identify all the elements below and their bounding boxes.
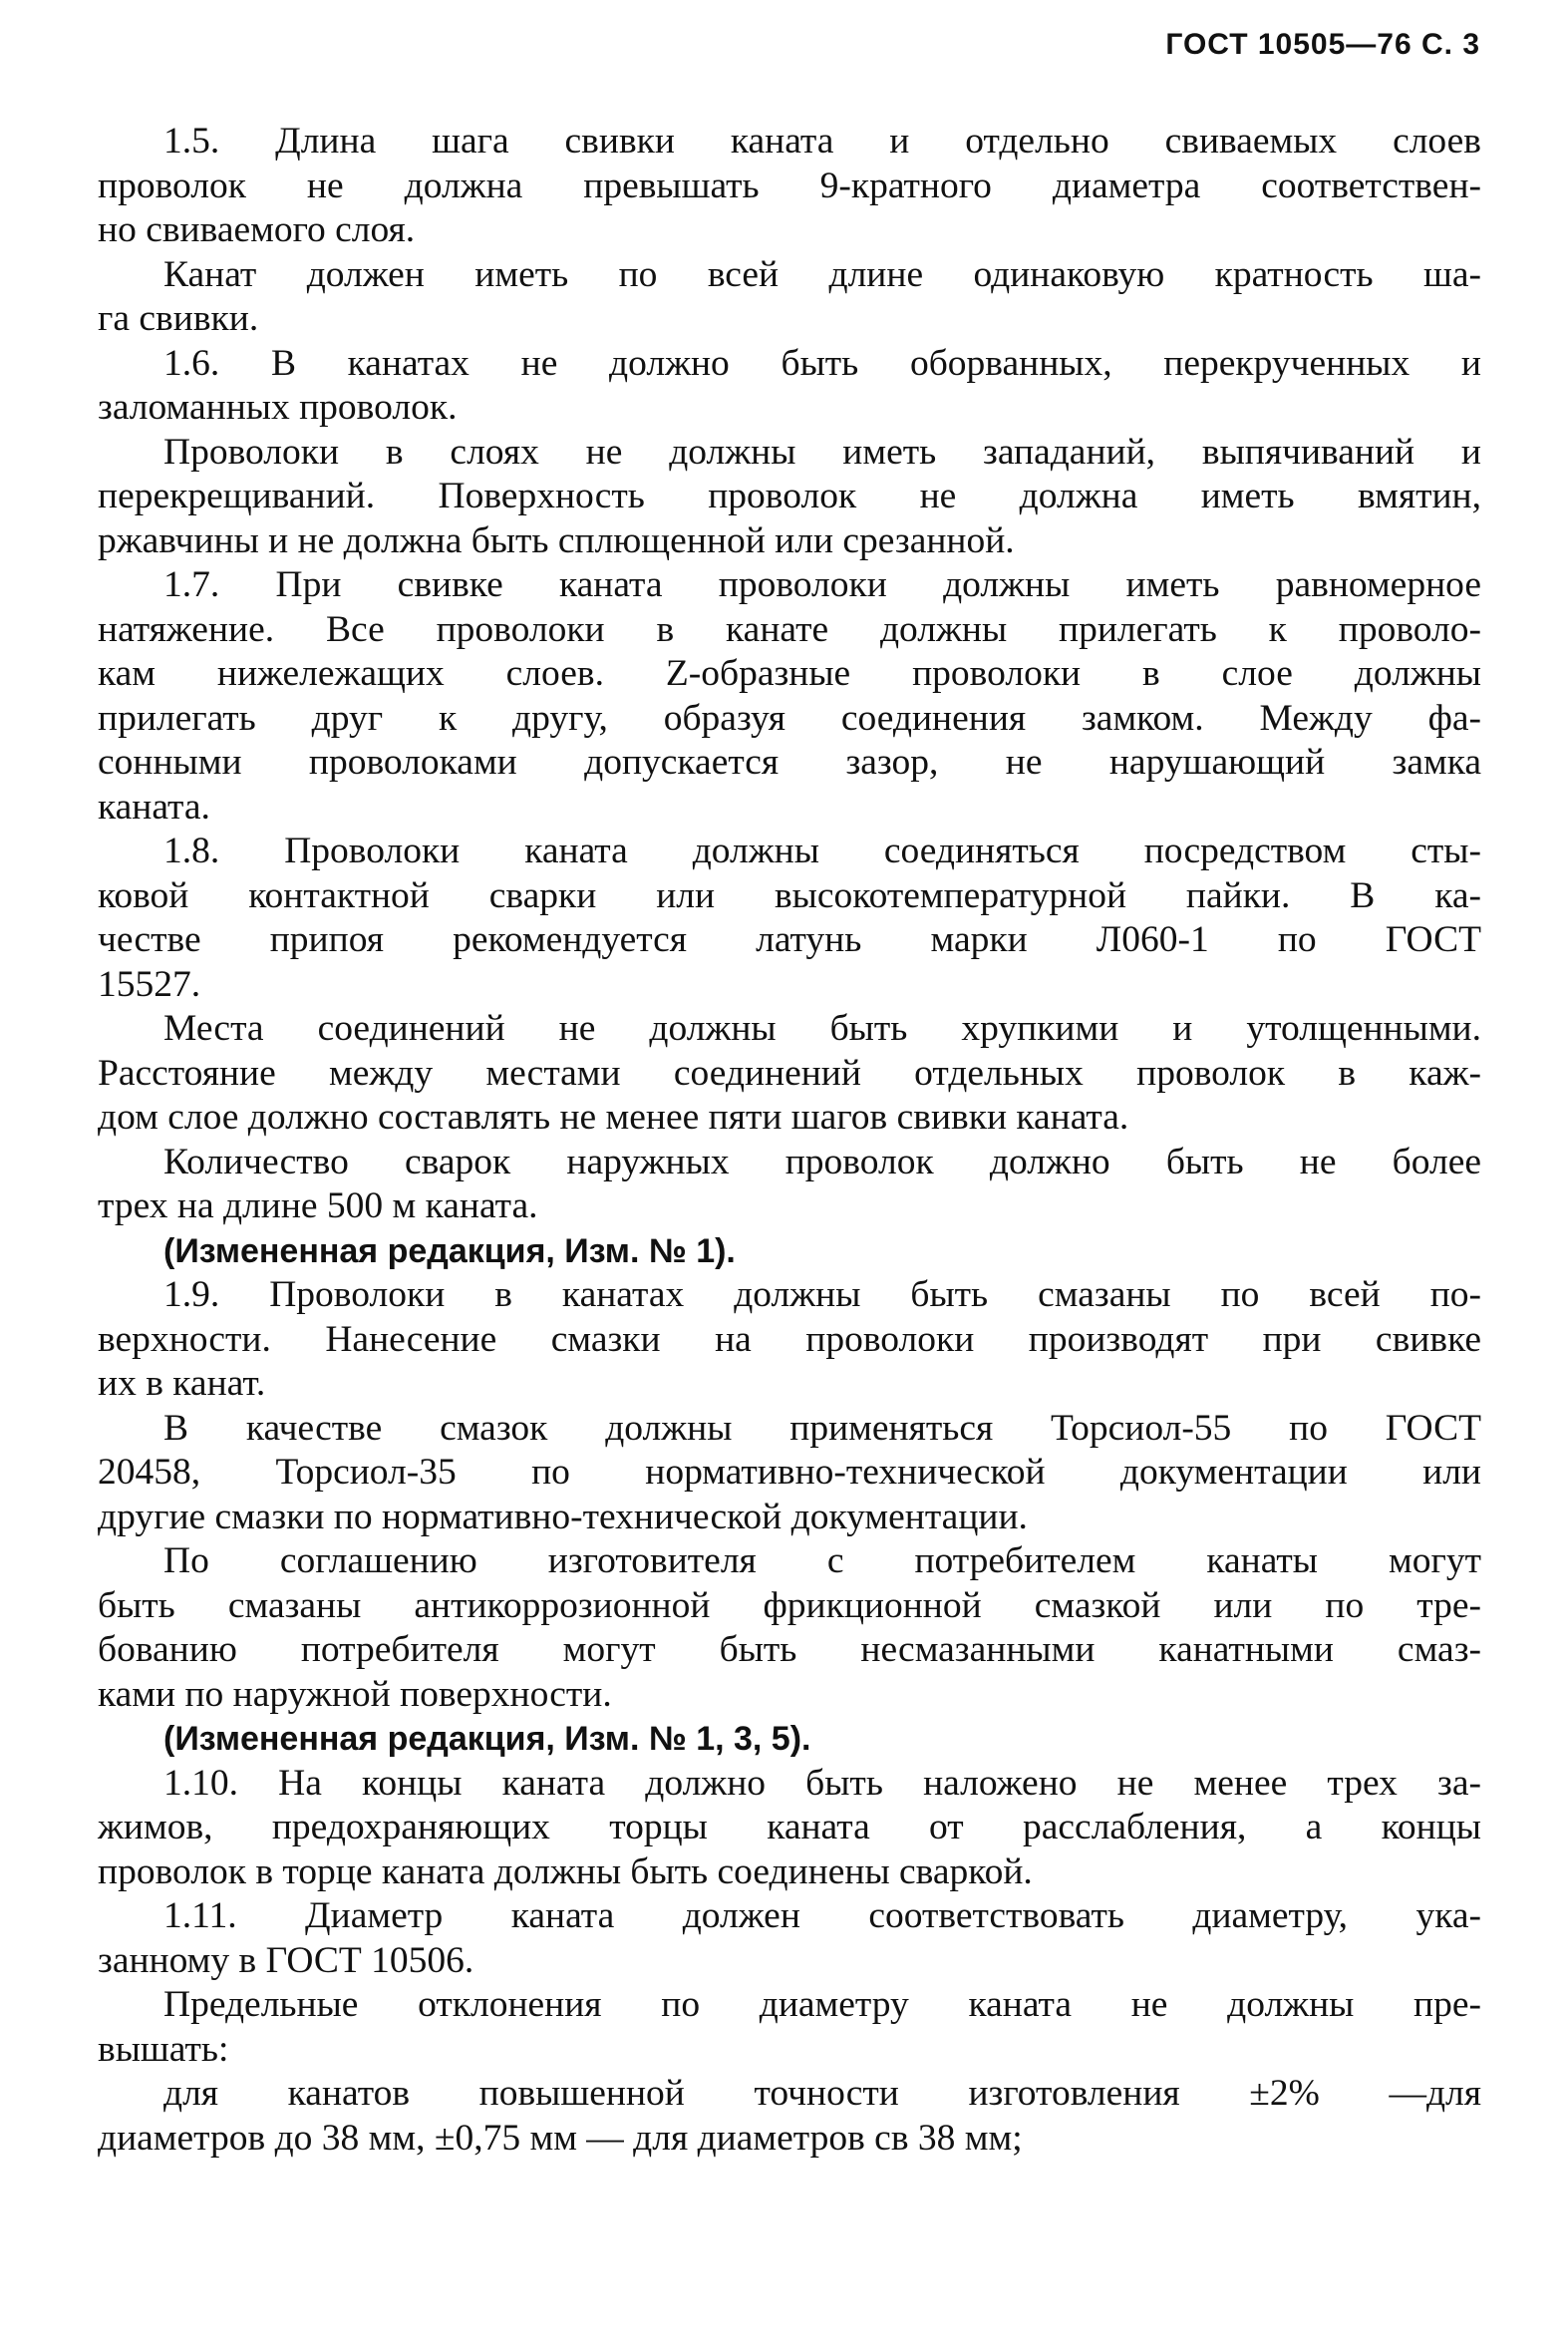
text-line: 15527.: [98, 963, 201, 1005]
paragraph: [98, 1407, 1481, 1540]
paragraph: [98, 1983, 1481, 2072]
text-line: проволок не должна превышать 9-кратного диаметра соответствен-: [98, 165, 1481, 206]
text-line: прилегать друг к другу, образуя соединения замком. Между фа-: [98, 697, 1481, 739]
text-line: Предельные отклонения по диаметру каната не должны пре-: [163, 1984, 1481, 2025]
text-line: верхности. Нанесение смазки на проволоки производят при свивке: [98, 1318, 1481, 1360]
text-line: занному в ГОСТ 10506.: [98, 1939, 474, 1981]
paragraph: [98, 253, 1481, 342]
text-line: ржавчины и не должна быть сплющенной или срезанной.: [98, 519, 1015, 561]
paragraph: [98, 1762, 1481, 1895]
text-line: Количество сварок наружных проволок должно быть не более: [163, 1141, 1481, 1182]
text-line: 1.11. Диаметр каната должен соответствовать диаметру, ука-: [163, 1895, 1481, 1936]
text-line: (Измененная редакция, Изм. № 1).: [163, 1231, 736, 1270]
paragraph: [98, 830, 1481, 1007]
text-line: но свиваемого слоя.: [98, 209, 416, 250]
amendment-note: [98, 1717, 1481, 1762]
text-line: 1.8. Проволоки каната должны соединяться посредством сты-: [163, 831, 1481, 871]
text-line: 1.6. В канатах не должно быть оборванных, перекрученных и: [163, 342, 1481, 384]
text-line: перекрещиваний. Поверхность проволок не должна иметь вмятин,: [98, 476, 1481, 516]
text-line: диаметров до 38 мм, ±0,75 мм — для диаметров св 38 мм;: [98, 2117, 1023, 2159]
text-line: быть смазаны антикоррозионной фрикционной смазкой или по тре-: [98, 1584, 1481, 1626]
text-line: 1.9. Проволоки в канатах должны быть смазаны по всей по-: [163, 1274, 1481, 1315]
text-line: По соглашению изготовителя с потребителем канаты могут: [163, 1540, 1481, 1581]
page-header: ГОСТ 10505—76 С. 3: [1165, 28, 1480, 61]
text-line: честве припоя рекомендуется латунь марки Л060-1 по ГОСТ: [98, 919, 1481, 960]
text-line: сонными проволоками допускается зазор, не нарушающий замка: [98, 742, 1481, 783]
paragraph: [98, 120, 1481, 253]
text-line: ками по наружной поверхности.: [98, 1673, 612, 1715]
text-line: заломанных проволок.: [98, 387, 458, 428]
text-line: дом слое должно составлять не менее пяти шагов свивки каната.: [98, 1097, 1129, 1138]
paragraph: [98, 563, 1481, 830]
paragraph: [98, 431, 1481, 564]
text-line: жимов, предохраняющих торцы каната от расслабления, а концы: [98, 1807, 1481, 1847]
text-line: Проволоки в слоях не должны иметь западаний, выпячиваний и: [163, 431, 1481, 473]
paragraph: [98, 1007, 1481, 1141]
text-line: проволок в торце каната должны быть соединены сваркой.: [98, 1850, 1033, 1892]
paragraph: [98, 342, 1481, 431]
text-line: для канатов повышенной точности изготовления ±2% —для: [163, 2073, 1481, 2114]
paragraph: [98, 1273, 1481, 1407]
text-line: каната.: [98, 786, 210, 828]
text-line: В качестве смазок должны применяться Торсиол-55 по ГОСТ: [163, 1407, 1481, 1449]
text-line: вышать:: [98, 2028, 229, 2070]
text-line: бованию потребителя могут быть несмазанными канатными смаз-: [98, 1629, 1481, 1670]
text-line: 20458, Торсиол-35 по нормативно-технической документации или: [98, 1452, 1481, 1493]
text-line: Расстояние между местами соединений отдельных проволок в каж-: [98, 1052, 1481, 1094]
document-body: [98, 120, 1481, 2161]
text-line: трех на длине 500 м каната.: [98, 1185, 538, 1226]
text-line: Места соединений не должны быть хрупкими и утолщенными.: [163, 1008, 1481, 1049]
paragraph: [98, 1141, 1481, 1229]
paragraph: [98, 1539, 1481, 1717]
text-line: натяжение. Все проволоки в канате должны прилегать к проволо-: [98, 608, 1481, 650]
text-line: другие смазки по нормативно-технической документации.: [98, 1496, 1028, 1537]
text-line: Канат должен иметь по всей длине одинаковую кратность ша-: [163, 253, 1481, 295]
amendment-note: [98, 1229, 1481, 1274]
text-line: га свивки.: [98, 298, 259, 339]
text-line: ковой контактной сварки или высокотемпературной пайки. В ка-: [98, 874, 1481, 916]
text-line: кам нижележащих слоев. Z-образные проволоки в слое должны: [98, 653, 1481, 694]
paragraph: [98, 1894, 1481, 1983]
text-line: их в канат.: [98, 1363, 266, 1404]
text-line: 1.5. Длина шага свивки каната и отдельно свиваемых слоев: [163, 121, 1481, 162]
text-line: 1.7. При свивке каната проволоки должны иметь равномерное: [163, 564, 1481, 605]
paragraph: [98, 2072, 1481, 2161]
text-line: (Измененная редакция, Изм. № 1, 3, 5).: [163, 1720, 811, 1758]
text-line: 1.10. На концы каната должно быть наложено не менее трех за-: [163, 1762, 1481, 1804]
